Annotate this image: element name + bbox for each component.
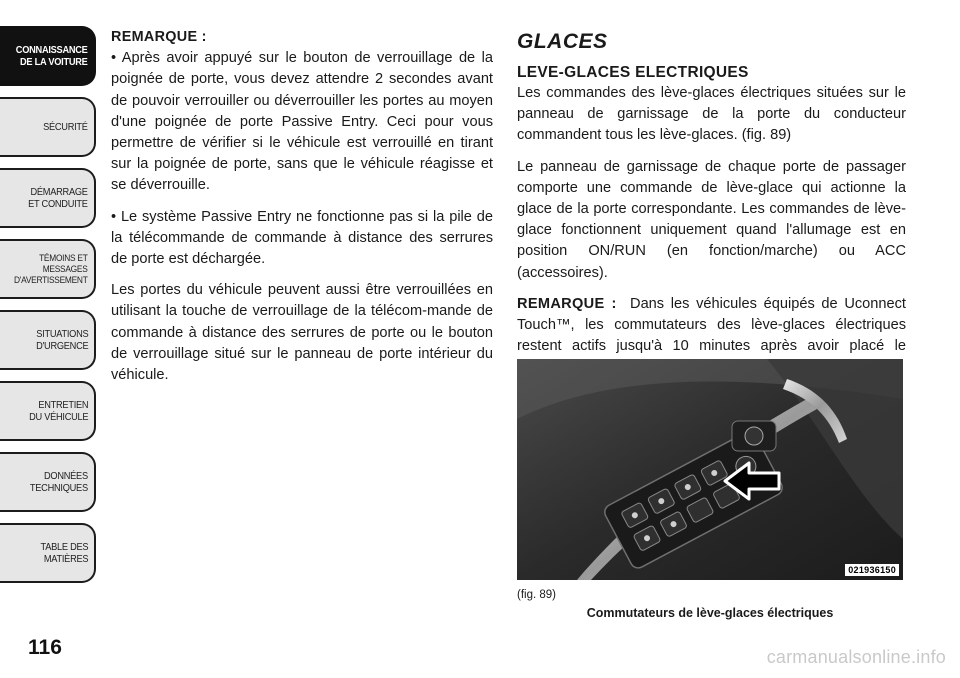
body-paragraph-1: Les commandes des lève-glaces électriques situées sur le panneau de garnissage de la porte du conducteur commandent tous les lève-glaces. (fig. 89) (517, 85, 906, 144)
figure-caption: Commutateurs de lève-glaces électriques (586, 606, 834, 620)
tab-entretien-vehicule[interactable] (0, 381, 96, 441)
tab-label: SÉCURITÉ (43, 121, 88, 133)
tab-temoins-messages[interactable] (0, 239, 96, 299)
tab-label: DÉMARRAGE ET CONDUITE (28, 186, 88, 210)
tab-label: CONNAISSANCE DE LA VOITURE (16, 44, 88, 68)
tab-label: TABLE DES MATIÈRES (40, 541, 88, 565)
note-heading: REMARQUE : (111, 29, 207, 45)
figure-code: 021936150 (845, 564, 899, 576)
note-bullet-1: • Après avoir appuyé sur le bouton de verrouillage de la poignée de porte, vous devez attendre 2 secondes avant de pouvoir verrouiller ou déverrouiller les portes au moyen d'une poignée de porte Passive Entry. Ceci pour vous permettre de vérifier si le véhicule est verrouillé en tirant sur la poignée de porte, sans que le véhicule réagisse et se déverrouille. (111, 50, 493, 194)
tab-securite[interactable] (0, 97, 96, 157)
figure-reference: (fig. 89) (517, 589, 556, 601)
section-title: GLACES (517, 30, 608, 53)
body-paragraph: Les portes du véhicule peuvent aussi être verrouillées en utilisant la touche de verrouillage de la télécom-mande de commande à distance des serrures de porte ou le bouton de verrouillage situé sur le panneau de porte intérieur du véhicule. (111, 282, 493, 384)
figure-window-switches (517, 359, 903, 580)
section-tabs (0, 26, 98, 594)
tab-situations-urgence[interactable] (0, 310, 96, 370)
body-paragraph-2: Le panneau de garnissage de chaque porte de passager comporte une commande de lève-glace qui actionne la glace de la porte correspondante. Les commandes de lève-glace fonctionnent uniquement quand l'allumage est en position ON/RUN (en fonction/marche) ou ACC (accessoires). (517, 158, 906, 281)
tab-donnees-techniques[interactable] (0, 452, 96, 512)
tab-table-matieres[interactable] (0, 523, 96, 583)
tab-connaissance-voiture[interactable] (0, 26, 96, 86)
tab-label: TÉMOINS ET MESSAGES D'AVERTISSEMENT (14, 252, 88, 286)
tab-label: DONNÉES TECHNIQUES (30, 470, 88, 494)
tab-demarrage-conduite[interactable] (0, 168, 96, 228)
tab-label: ENTRETIEN DU VÉHICULE (28, 399, 88, 423)
window-switch-illustration (517, 359, 903, 580)
tab-label: SITUATIONS D'URGENCE (35, 328, 88, 352)
note-label: REMARQUE : (517, 295, 617, 312)
note-text: Dans les véhicules équipés de Uconnect Touch™, les commutateurs des lève-glaces électriques restent actifs jusqu'à 10 minutes après avoir placé le (517, 295, 906, 355)
watermark: carmanualsonline.info (766, 647, 946, 667)
subsection-title: LEVE-GLACES ELECTRIQUES (517, 64, 749, 81)
right-column (517, 27, 906, 389)
left-column (111, 27, 493, 396)
note-bullet-2: • Le système Passive Entry ne fonctionne pas si la pile de la télécommande de commande à distance des serrures de porte est déchargée. (111, 208, 493, 268)
page-number: 116 (28, 636, 62, 659)
